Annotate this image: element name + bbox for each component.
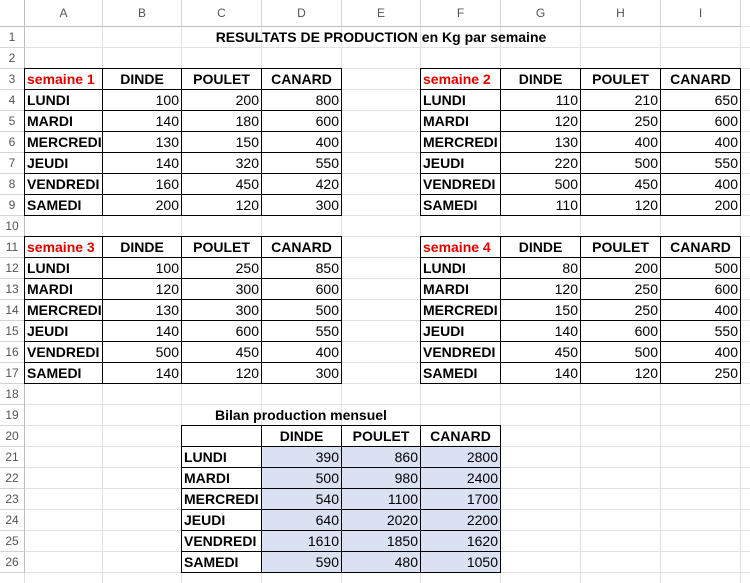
- value-cell[interactable]: 500: [580, 341, 661, 363]
- day-label[interactable]: SAMEDI: [24, 194, 103, 216]
- day-label[interactable]: MARDI: [420, 110, 501, 132]
- value-cell[interactable]: 850: [261, 257, 342, 279]
- value-cell[interactable]: 250: [181, 257, 262, 279]
- column-title-poulet[interactable]: POULET: [181, 236, 262, 258]
- summary-corner-cell[interactable]: [181, 425, 262, 447]
- column-title-poulet[interactable]: POULET: [181, 68, 262, 90]
- row-header[interactable]: 4: [0, 90, 25, 111]
- row-header[interactable]: 6: [0, 132, 25, 153]
- column-header[interactable]: F: [421, 0, 501, 27]
- day-label[interactable]: JEUDI: [24, 152, 103, 174]
- value-cell[interactable]: 550: [660, 320, 741, 342]
- value-cell[interactable]: 250: [660, 362, 741, 384]
- day-label[interactable]: MARDI: [24, 278, 103, 300]
- value-cell[interactable]: 300: [261, 194, 342, 216]
- summary-value-cell[interactable]: 1620: [420, 530, 501, 552]
- value-cell[interactable]: 140: [102, 362, 182, 384]
- value-cell[interactable]: 100: [102, 89, 182, 111]
- summary-column-title-canard[interactable]: CANARD: [420, 425, 501, 447]
- value-cell[interactable]: 120: [181, 362, 262, 384]
- column-title-poulet[interactable]: POULET: [580, 236, 661, 258]
- value-cell[interactable]: 600: [660, 278, 741, 300]
- summary-value-cell[interactable]: 980: [341, 467, 421, 489]
- summary-value-cell[interactable]: 540: [261, 488, 342, 510]
- value-cell[interactable]: 180: [181, 110, 262, 132]
- value-cell[interactable]: 220: [500, 152, 581, 174]
- summary-day-label[interactable]: VENDREDI: [181, 530, 262, 552]
- row-header[interactable]: 23: [0, 489, 25, 510]
- value-cell[interactable]: 250: [580, 278, 661, 300]
- value-cell[interactable]: 210: [580, 89, 661, 111]
- value-cell[interactable]: 800: [261, 89, 342, 111]
- day-label[interactable]: JEUDI: [420, 152, 501, 174]
- column-title-poulet[interactable]: POULET: [580, 68, 661, 90]
- value-cell[interactable]: 160: [102, 173, 182, 195]
- summary-column-title-poulet[interactable]: POULET: [341, 425, 421, 447]
- value-cell[interactable]: 250: [580, 299, 661, 321]
- day-label[interactable]: SAMEDI: [420, 362, 501, 384]
- value-cell[interactable]: 110: [500, 194, 581, 216]
- row-header[interactable]: 17: [0, 363, 25, 384]
- value-cell[interactable]: 140: [102, 110, 182, 132]
- day-label[interactable]: MERCREDI: [420, 131, 501, 153]
- summary-day-label[interactable]: LUNDI: [181, 446, 262, 468]
- column-title-dinde[interactable]: DINDE: [102, 236, 182, 258]
- value-cell[interactable]: 130: [102, 131, 182, 153]
- value-cell[interactable]: 600: [261, 278, 342, 300]
- summary-value-cell[interactable]: 1050: [420, 551, 501, 573]
- value-cell[interactable]: 140: [102, 320, 182, 342]
- value-cell[interactable]: 550: [261, 320, 342, 342]
- row-header[interactable]: 8: [0, 174, 25, 195]
- day-label[interactable]: LUNDI: [420, 89, 501, 111]
- row-header[interactable]: 20: [0, 426, 25, 447]
- value-cell[interactable]: 200: [660, 194, 741, 216]
- value-cell[interactable]: 130: [102, 299, 182, 321]
- summary-value-cell[interactable]: 2800: [420, 446, 501, 468]
- row-header[interactable]: 10: [0, 216, 25, 237]
- day-label[interactable]: SAMEDI: [420, 194, 501, 216]
- day-label[interactable]: LUNDI: [24, 257, 103, 279]
- day-label[interactable]: LUNDI: [24, 89, 103, 111]
- day-label[interactable]: VENDREDI: [24, 341, 103, 363]
- week-label[interactable]: semaine 2: [420, 68, 501, 90]
- day-label[interactable]: SAMEDI: [24, 362, 103, 384]
- summary-value-cell[interactable]: 1850: [341, 530, 421, 552]
- summary-value-cell[interactable]: 2400: [420, 467, 501, 489]
- value-cell[interactable]: 600: [660, 110, 741, 132]
- column-title-canard[interactable]: CANARD: [660, 68, 741, 90]
- value-cell[interactable]: 120: [102, 278, 182, 300]
- row-header[interactable]: 9: [0, 195, 25, 216]
- value-cell[interactable]: 250: [580, 110, 661, 132]
- value-cell[interactable]: 600: [580, 320, 661, 342]
- value-cell[interactable]: 400: [660, 299, 741, 321]
- value-cell[interactable]: 400: [261, 341, 342, 363]
- value-cell[interactable]: 100: [102, 257, 182, 279]
- summary-column-title-dinde[interactable]: DINDE: [261, 425, 342, 447]
- value-cell[interactable]: 150: [500, 299, 581, 321]
- value-cell[interactable]: 320: [181, 152, 262, 174]
- value-cell[interactable]: 120: [181, 194, 262, 216]
- column-header[interactable]: A: [25, 0, 103, 27]
- value-cell[interactable]: 120: [500, 278, 581, 300]
- value-cell[interactable]: 450: [500, 341, 581, 363]
- value-cell[interactable]: 120: [580, 194, 661, 216]
- value-cell[interactable]: 400: [580, 131, 661, 153]
- summary-value-cell[interactable]: 860: [341, 446, 421, 468]
- column-header[interactable]: H: [581, 0, 661, 27]
- value-cell[interactable]: 200: [181, 89, 262, 111]
- value-cell[interactable]: 550: [660, 152, 741, 174]
- value-cell[interactable]: 400: [261, 131, 342, 153]
- day-label[interactable]: VENDREDI: [420, 341, 501, 363]
- value-cell[interactable]: 650: [660, 89, 741, 111]
- summary-value-cell[interactable]: 590: [261, 551, 342, 573]
- day-label[interactable]: JEUDI: [24, 320, 103, 342]
- value-cell[interactable]: 600: [261, 110, 342, 132]
- value-cell[interactable]: 140: [102, 152, 182, 174]
- week-label[interactable]: semaine 3: [24, 236, 103, 258]
- week-label[interactable]: semaine 4: [420, 236, 501, 258]
- row-header[interactable]: 12: [0, 258, 25, 279]
- row-header[interactable]: 7: [0, 153, 25, 174]
- value-cell[interactable]: 500: [580, 152, 661, 174]
- summary-day-label[interactable]: SAMEDI: [181, 551, 262, 573]
- row-header[interactable]: 13: [0, 279, 25, 300]
- day-label[interactable]: MERCREDI: [24, 131, 103, 153]
- week-label[interactable]: semaine 1: [24, 68, 103, 90]
- summary-value-cell[interactable]: 390: [261, 446, 342, 468]
- row-header[interactable]: 14: [0, 300, 25, 321]
- value-cell[interactable]: 500: [660, 257, 741, 279]
- summary-value-cell[interactable]: 2020: [341, 509, 421, 531]
- day-label[interactable]: VENDREDI: [24, 173, 103, 195]
- row-header[interactable]: 22: [0, 468, 25, 489]
- summary-value-cell[interactable]: 1610: [261, 530, 342, 552]
- value-cell[interactable]: 120: [500, 110, 581, 132]
- value-cell[interactable]: 450: [181, 341, 262, 363]
- row-header[interactable]: 19: [0, 405, 25, 426]
- summary-day-label[interactable]: MARDI: [181, 467, 262, 489]
- day-label[interactable]: LUNDI: [420, 257, 501, 279]
- value-cell[interactable]: 550: [261, 152, 342, 174]
- summary-day-label[interactable]: MERCREDI: [181, 488, 262, 510]
- column-title-dinde[interactable]: DINDE: [500, 236, 581, 258]
- summary-value-cell[interactable]: 480: [341, 551, 421, 573]
- value-cell[interactable]: 420: [261, 173, 342, 195]
- summary-value-cell[interactable]: 2200: [420, 509, 501, 531]
- row-header[interactable]: 26: [0, 552, 25, 573]
- value-cell[interactable]: 300: [181, 299, 262, 321]
- column-header[interactable]: E: [342, 0, 421, 27]
- value-cell[interactable]: 120: [580, 362, 661, 384]
- summary-value-cell[interactable]: 1100: [341, 488, 421, 510]
- row-header[interactable]: 21: [0, 447, 25, 468]
- column-title-dinde[interactable]: DINDE: [102, 68, 182, 90]
- value-cell[interactable]: 450: [181, 173, 262, 195]
- row-header[interactable]: 15: [0, 321, 25, 342]
- day-label[interactable]: MARDI: [24, 110, 103, 132]
- value-cell[interactable]: 400: [660, 173, 741, 195]
- value-cell[interactable]: 130: [500, 131, 581, 153]
- day-label[interactable]: JEUDI: [420, 320, 501, 342]
- value-cell[interactable]: 140: [500, 320, 581, 342]
- value-cell[interactable]: 450: [580, 173, 661, 195]
- day-label[interactable]: MERCREDI: [24, 299, 103, 321]
- value-cell[interactable]: 300: [261, 362, 342, 384]
- value-cell[interactable]: 140: [500, 362, 581, 384]
- column-title-canard[interactable]: CANARD: [261, 68, 342, 90]
- day-label[interactable]: MARDI: [420, 278, 501, 300]
- value-cell[interactable]: 400: [660, 341, 741, 363]
- summary-value-cell[interactable]: 500: [261, 467, 342, 489]
- column-header[interactable]: I: [661, 0, 741, 27]
- column-header[interactable]: D: [262, 0, 342, 27]
- select-all-corner[interactable]: [0, 0, 25, 27]
- value-cell[interactable]: 200: [102, 194, 182, 216]
- row-header[interactable]: 5: [0, 111, 25, 132]
- value-cell[interactable]: 500: [261, 299, 342, 321]
- row-header[interactable]: 3: [0, 69, 25, 90]
- column-title-dinde[interactable]: DINDE: [500, 68, 581, 90]
- row-header[interactable]: 25: [0, 531, 25, 552]
- summary-title[interactable]: Bilan production mensuel: [215, 407, 387, 423]
- value-cell[interactable]: 150: [181, 131, 262, 153]
- column-header[interactable]: B: [103, 0, 182, 27]
- summary-day-label[interactable]: JEUDI: [181, 509, 262, 531]
- row-header[interactable]: 1: [0, 27, 25, 48]
- sheet-title[interactable]: RESULTATS DE PRODUCTION en Kg par semaine: [215, 29, 547, 45]
- value-cell[interactable]: 600: [181, 320, 262, 342]
- value-cell[interactable]: 110: [500, 89, 581, 111]
- value-cell[interactable]: 200: [580, 257, 661, 279]
- summary-value-cell[interactable]: 640: [261, 509, 342, 531]
- value-cell[interactable]: 80: [500, 257, 581, 279]
- value-cell[interactable]: 500: [500, 173, 581, 195]
- column-title-canard[interactable]: CANARD: [261, 236, 342, 258]
- row-header[interactable]: 18: [0, 384, 25, 405]
- column-header[interactable]: C: [182, 0, 262, 27]
- day-label[interactable]: MERCREDI: [420, 299, 501, 321]
- day-label[interactable]: VENDREDI: [420, 173, 501, 195]
- summary-value-cell[interactable]: 1700: [420, 488, 501, 510]
- row-header[interactable]: 16: [0, 342, 25, 363]
- value-cell[interactable]: 500: [102, 341, 182, 363]
- value-cell[interactable]: 400: [660, 131, 741, 153]
- row-header[interactable]: 2: [0, 48, 25, 69]
- value-cell[interactable]: 300: [181, 278, 262, 300]
- row-header[interactable]: 24: [0, 510, 25, 531]
- row-header[interactable]: 11: [0, 237, 25, 258]
- column-title-canard[interactable]: CANARD: [660, 236, 741, 258]
- column-header[interactable]: G: [501, 0, 581, 27]
